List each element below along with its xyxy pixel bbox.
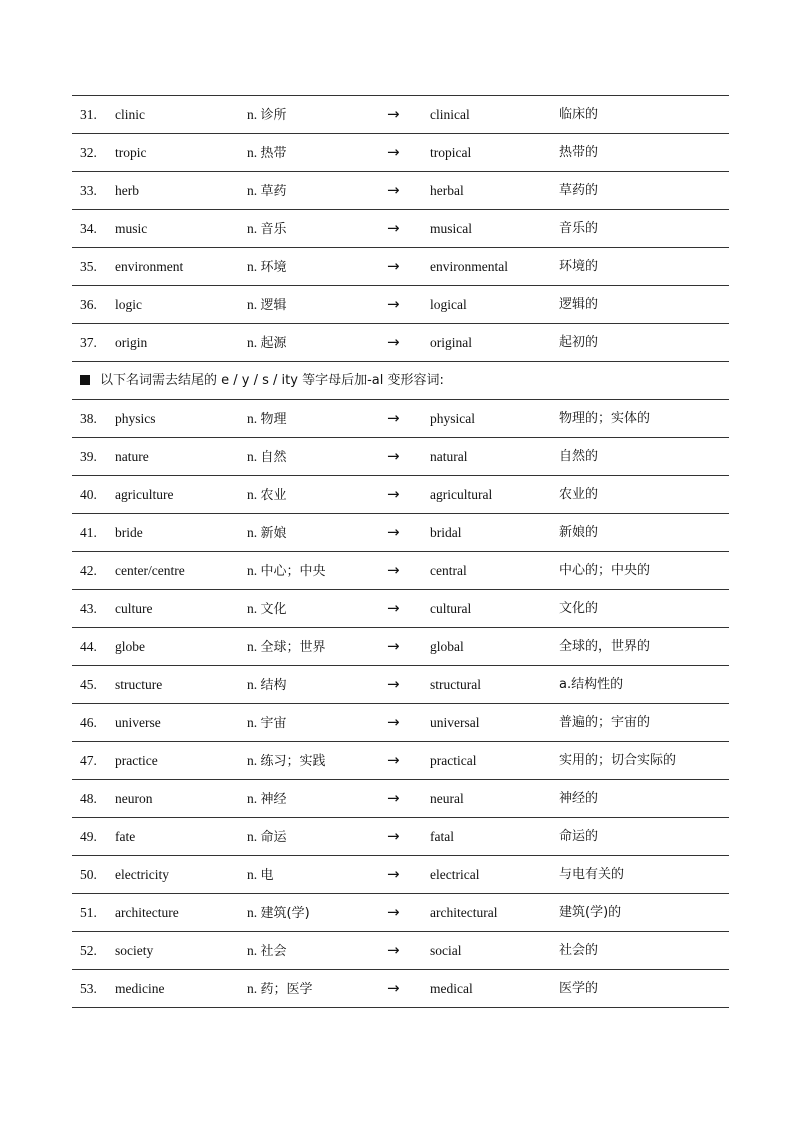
noun-word: agriculture — [115, 487, 174, 502]
noun-pos-meaning — [247, 324, 287, 362]
noun-pos-meaning — [247, 248, 287, 286]
entry-number: 41. — [80, 525, 97, 540]
part-of-speech: n. — [247, 297, 258, 312]
entry-number: 47. — [80, 753, 97, 768]
noun-meaning: 农业 — [260, 488, 287, 503]
adjective-meaning: 神经的 — [559, 791, 599, 806]
part-of-speech: n. — [247, 145, 258, 160]
noun-pos-meaning — [247, 590, 287, 628]
adjective-word: herbal — [430, 183, 464, 198]
adjective-meaning: 音乐的 — [559, 221, 599, 236]
table-row — [72, 134, 729, 172]
part-of-speech: n. — [247, 943, 258, 958]
adjective-meaning: 环境的 — [559, 259, 599, 274]
adjective-word: tropical — [430, 145, 472, 160]
entry-number: 43. — [80, 601, 97, 616]
entry-number: 50. — [80, 867, 97, 882]
vocabulary-table — [72, 95, 729, 1008]
adjective-meaning: 医学的 — [559, 981, 599, 996]
noun-meaning: 新娘 — [260, 526, 287, 541]
noun-pos-meaning — [247, 742, 326, 780]
adjective-word: environmental — [430, 259, 508, 274]
noun-pos-meaning — [247, 134, 287, 172]
noun-pos-meaning — [247, 704, 287, 742]
noun-word: origin — [115, 335, 148, 350]
part-of-speech: n. — [247, 525, 258, 540]
noun-pos-meaning — [247, 970, 313, 1008]
noun-word: environment — [115, 259, 184, 274]
noun-meaning: 命运 — [260, 830, 287, 845]
adjective-word: architectural — [430, 905, 498, 920]
part-of-speech: n. — [247, 601, 258, 616]
entry-number: 42. — [80, 563, 97, 578]
right-arrow-icon: → — [387, 675, 400, 693]
noun-word: center/centre — [115, 563, 185, 578]
part-of-speech: n. — [247, 829, 258, 844]
table-row — [72, 552, 729, 590]
right-arrow-icon: → — [387, 257, 400, 275]
noun-pos-meaning — [247, 210, 287, 248]
noun-word: fate — [115, 829, 136, 844]
adjective-word: clinical — [430, 107, 470, 122]
noun-meaning: 物理 — [260, 412, 287, 427]
noun-word: practice — [115, 753, 158, 768]
right-arrow-icon: → — [387, 789, 400, 807]
noun-word: logic — [115, 297, 142, 312]
noun-meaning: 自然 — [260, 450, 287, 465]
noun-word: universe — [115, 715, 161, 730]
right-arrow-icon: → — [387, 181, 400, 199]
adjective-word: global — [430, 639, 464, 654]
entry-number: 36. — [80, 297, 97, 312]
adjective-meaning: 建筑(学)的 — [559, 905, 622, 920]
adjective-meaning: 逻辑的 — [559, 297, 599, 312]
noun-word: neuron — [115, 791, 153, 806]
noun-word: globe — [115, 639, 145, 654]
part-of-speech: n. — [247, 449, 258, 464]
adjective-meaning: 中心的；中央的 — [559, 563, 651, 578]
noun-word: culture — [115, 601, 153, 616]
adjective-meaning: 起初的 — [559, 335, 599, 350]
table-row — [72, 248, 729, 286]
noun-word: electricity — [115, 867, 169, 882]
adjective-word: logical — [430, 297, 467, 312]
noun-word: physics — [115, 411, 156, 426]
right-arrow-icon: → — [387, 447, 400, 465]
right-arrow-icon: → — [387, 941, 400, 959]
noun-pos-meaning — [247, 438, 287, 476]
noun-word: herb — [115, 183, 139, 198]
adjective-meaning: 全球的，世界的 — [559, 639, 651, 654]
table-row — [72, 894, 729, 932]
adjective-meaning: 热带的 — [559, 145, 599, 160]
part-of-speech: n. — [247, 335, 258, 350]
entry-number: 35. — [80, 259, 97, 274]
noun-pos-meaning — [247, 628, 326, 666]
table-row — [72, 476, 729, 514]
noun-pos-meaning — [247, 932, 287, 970]
table-row — [72, 666, 729, 704]
adjective-meaning: 实用的；切合实际的 — [559, 753, 677, 768]
entry-number: 37. — [80, 335, 97, 350]
right-arrow-icon: → — [387, 333, 400, 351]
entry-number: 34. — [80, 221, 97, 236]
noun-meaning: 神经 — [260, 792, 287, 807]
adjective-word: structural — [430, 677, 481, 692]
noun-meaning: 音乐 — [260, 222, 287, 237]
table-row — [72, 628, 729, 666]
noun-pos-meaning — [247, 894, 310, 932]
part-of-speech: n. — [247, 221, 258, 236]
adjective-meaning: a.结构性的 — [559, 677, 624, 692]
adjective-meaning: 普遍的；宇宙的 — [559, 715, 651, 730]
noun-word: bride — [115, 525, 143, 540]
right-arrow-icon: → — [387, 713, 400, 731]
table-row — [72, 514, 729, 552]
noun-pos-meaning — [247, 400, 287, 438]
noun-word: tropic — [115, 145, 147, 160]
noun-meaning: 热带 — [260, 146, 287, 161]
adjective-word: universal — [430, 715, 480, 730]
noun-word: nature — [115, 449, 149, 464]
table-row — [72, 818, 729, 856]
adjective-word: neural — [430, 791, 464, 806]
right-arrow-icon: → — [387, 143, 400, 161]
table-row — [72, 704, 729, 742]
noun-word: clinic — [115, 107, 145, 122]
noun-pos-meaning — [247, 666, 287, 704]
rows-top — [72, 96, 729, 362]
adjective-word: natural — [430, 449, 468, 464]
part-of-speech: n. — [247, 715, 258, 730]
table-row — [72, 96, 729, 134]
rows-bottom — [72, 400, 729, 1008]
right-arrow-icon: → — [387, 219, 400, 237]
adjective-meaning: 社会的 — [559, 943, 599, 958]
part-of-speech: n. — [247, 677, 258, 692]
right-arrow-icon: → — [387, 561, 400, 579]
noun-meaning: 中心；中央 — [260, 564, 326, 579]
entry-number: 52. — [80, 943, 97, 958]
noun-word: medicine — [115, 981, 165, 996]
adjective-word: central — [430, 563, 467, 578]
entry-number: 31. — [80, 107, 97, 122]
adjective-meaning: 自然的 — [559, 449, 599, 464]
noun-meaning: 结构 — [260, 678, 287, 693]
right-arrow-icon: → — [387, 751, 400, 769]
noun-pos-meaning — [247, 780, 287, 818]
noun-meaning: 社会 — [260, 944, 287, 959]
part-of-speech: n. — [247, 639, 258, 654]
adjective-meaning: 文化的 — [559, 601, 599, 616]
right-arrow-icon: → — [387, 409, 400, 427]
adjective-meaning: 农业的 — [559, 487, 599, 502]
entry-number: 51. — [80, 905, 97, 920]
adjective-meaning: 命运的 — [559, 829, 599, 844]
entry-number: 38. — [80, 411, 97, 426]
noun-pos-meaning — [247, 476, 287, 514]
noun-word: structure — [115, 677, 163, 692]
adjective-word: agricultural — [430, 487, 493, 502]
noun-meaning: 逻辑 — [260, 298, 287, 313]
entry-number: 39. — [80, 449, 97, 464]
noun-meaning: 练习；实践 — [260, 754, 326, 769]
adjective-word: bridal — [430, 525, 462, 540]
noun-pos-meaning — [247, 552, 326, 590]
noun-meaning: 药；医学 — [260, 982, 313, 997]
table-row — [72, 400, 729, 438]
adjective-meaning: 新娘的 — [559, 525, 599, 540]
noun-meaning: 诊所 — [260, 108, 287, 123]
adjective-word: fatal — [430, 829, 454, 844]
entry-number: 44. — [80, 639, 97, 654]
noun-pos-meaning — [247, 172, 287, 210]
right-arrow-icon: → — [387, 599, 400, 617]
noun-word: music — [115, 221, 148, 236]
part-of-speech: n. — [247, 753, 258, 768]
adjective-word: social — [430, 943, 462, 958]
adjective-meaning: 草药的 — [559, 183, 599, 198]
right-arrow-icon: → — [387, 979, 400, 997]
noun-meaning: 宇宙 — [260, 716, 287, 731]
section-heading — [72, 362, 729, 400]
table-row — [72, 780, 729, 818]
right-arrow-icon: → — [387, 903, 400, 921]
part-of-speech: n. — [247, 563, 258, 578]
noun-meaning: 文化 — [260, 602, 287, 617]
adjective-word: practical — [430, 753, 477, 768]
entry-number: 53. — [80, 981, 97, 996]
noun-meaning: 全球；世界 — [260, 640, 326, 655]
noun-word: architecture — [115, 905, 179, 920]
table-row — [72, 210, 729, 248]
table-row — [72, 438, 729, 476]
part-of-speech: n. — [247, 487, 258, 502]
right-arrow-icon: → — [387, 523, 400, 541]
right-arrow-icon: → — [387, 485, 400, 503]
noun-meaning: 起源 — [260, 336, 287, 351]
table-row — [72, 742, 729, 780]
table-row — [72, 932, 729, 970]
part-of-speech: n. — [247, 411, 258, 426]
adjective-meaning: 临床的 — [559, 107, 599, 122]
table-row — [72, 590, 729, 628]
part-of-speech: n. — [247, 791, 258, 806]
entry-number: 40. — [80, 487, 97, 502]
right-arrow-icon: → — [387, 637, 400, 655]
table-row — [72, 856, 729, 894]
table-row — [72, 286, 729, 324]
table-row — [72, 970, 729, 1008]
square-bullet-icon — [80, 375, 90, 385]
table-row — [72, 172, 729, 210]
adjective-word: original — [430, 335, 472, 350]
noun-meaning: 环境 — [260, 260, 287, 275]
adjective-meaning: 物理的；实体的 — [559, 411, 651, 426]
part-of-speech: n. — [247, 867, 258, 882]
part-of-speech: n. — [247, 905, 258, 920]
noun-meaning: 电 — [260, 868, 274, 883]
part-of-speech: n. — [247, 981, 258, 996]
right-arrow-icon: → — [387, 865, 400, 883]
adjective-meaning: 与电有关的 — [559, 867, 625, 882]
entry-number: 49. — [80, 829, 97, 844]
noun-pos-meaning — [247, 96, 287, 134]
right-arrow-icon: → — [387, 827, 400, 845]
adjective-word: musical — [430, 221, 472, 236]
section-heading-text: 以下名词需去结尾的 e / y / s / ity 等字母后加-al 变形容词: — [100, 373, 444, 388]
noun-meaning: 建筑(学) — [260, 906, 310, 921]
entry-number: 46. — [80, 715, 97, 730]
entry-number: 32. — [80, 145, 97, 160]
right-arrow-icon: → — [387, 295, 400, 313]
noun-word: society — [115, 943, 154, 958]
adjective-word: cultural — [430, 601, 472, 616]
noun-pos-meaning — [247, 514, 287, 552]
entry-number: 33. — [80, 183, 97, 198]
entry-number: 48. — [80, 791, 97, 806]
table-row — [72, 324, 729, 362]
entry-number: 45. — [80, 677, 97, 692]
part-of-speech: n. — [247, 183, 258, 198]
part-of-speech: n. — [247, 259, 258, 274]
noun-pos-meaning — [247, 818, 287, 856]
adjective-word: medical — [430, 981, 473, 996]
adjective-word: electrical — [430, 867, 480, 882]
right-arrow-icon: → — [387, 105, 400, 123]
part-of-speech: n. — [247, 107, 258, 122]
adjective-word: physical — [430, 411, 475, 426]
noun-pos-meaning — [247, 286, 287, 324]
noun-meaning: 草药 — [260, 184, 287, 199]
noun-pos-meaning — [247, 856, 274, 894]
